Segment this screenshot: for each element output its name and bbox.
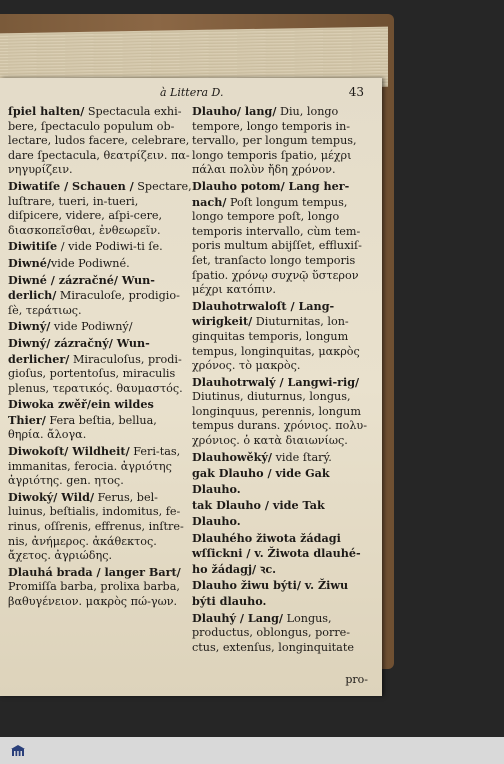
dictionary-entry: Dlauhowěký/ vide ſtarý. bbox=[192, 449, 332, 464]
dictionary-entry: Diwitiſe / vide Podiwi-ti ſe. bbox=[8, 239, 163, 254]
library-emblem-icon bbox=[11, 745, 25, 757]
viewer-footer-bar bbox=[0, 737, 504, 764]
dictionary-entry: tak Dlauho / vide Tak Dlauho. bbox=[192, 498, 325, 529]
left-column bbox=[8, 104, 194, 611]
library-stamp-logo-icon[interactable] bbox=[3, 740, 33, 762]
dictionary-entry: Dlauhá brada / langer Bart/ Promiſſa barba, prolixa barba, βαθυγένειον. μακρὸς πώ-γων. bbox=[8, 564, 181, 608]
dictionary-entry: Diwatiſe / Schauen / Spectare, luſtrare, tueri, in-tueri, diſpicere, videre, aſpi-cere, διασκοπεῖσθαι, ἐνθεωρεῖν. bbox=[8, 178, 192, 237]
dictionary-entry: Diwoký/ Wild/ Ferus, bel-luinus, beſtialis, indomitus, fe-rinus, oſſrenis, effrenus, inſtre-nis, ἀνήμερος. ἀκάθεκτος. ἄχετος. ἀγριώδης. bbox=[8, 489, 184, 563]
catchword: pro- bbox=[345, 673, 368, 686]
dictionary-entry: Dlauhého žiwota žádagi wſſickni / v. Žiwota dlauhé-ho žádagj/ ꝛc. bbox=[192, 530, 361, 576]
dictionary-entry: Dlauho/ lang/ Diu, longo tempore, longo temporis in-tervallo, per longum tempus, longo temporis ſpatio, μέχρι πάλαι πολὺν ἤδη χρόνον. bbox=[192, 104, 357, 177]
dictionary-entry: gak Dlauho / vide Gak Dlauho. bbox=[192, 466, 330, 496]
dictionary-entry: Dlauhý / Lang/ Longus, productus, oblongus, porre-ctus, extenſus, longinquitate bbox=[192, 610, 354, 654]
dictionary-entry: Dlauhotrwalý / Langwi-rig/ Diutinus, diuturnus, longus, longinquus, perennis, longum tempus durans. χρόνιος. πολυ-χρόνιος. ὁ κατὰ διαιωνίως. bbox=[192, 374, 367, 448]
dictionary-entry: Diwné/vide Podiwné. bbox=[8, 255, 130, 270]
dictionary-entry: Diwný/ vide Podiwný/ bbox=[8, 319, 133, 334]
dictionary-entry: Diwný/ zázračný/ Wun-derlicher/ Miraculoſus, prodi-gioſus, portentoſus, miraculis plenus, τερατικός. θαυμαστός. bbox=[8, 335, 183, 395]
dictionary-entry: Diwoka zwěř/ein wildes Thier/ Fera beſtia, bellua, θηρία. ἄλογα. bbox=[8, 397, 157, 442]
dictionary-entry: Dlauho žiwu býti/ v. Žiwu býti dlauho. bbox=[192, 578, 349, 608]
dictionary-entry: Dlauho potom/ Lang her-nach/ Poſt longum tempus, longo tempore poſt, longo temporis intervallo, cùm tem-poris multum abijſſet, effluxiſ-ſet, tranſacto longo temporis ſpatio. χρόνῳ συχνῷ ὕστερον μέχρι κατόπιν. bbox=[192, 178, 362, 297]
page-number: 43 bbox=[348, 85, 364, 99]
right-column bbox=[192, 104, 370, 656]
dictionary-entry: Dlauhotrwaloſt / Lang-wirigkeit/ Diuturnitas, lon-ginquitas temporis, longum tempus, longinquitas, μακρὸς χρόνος. τὸ μακρὸς. bbox=[192, 298, 360, 373]
running-head: à Littera D. bbox=[160, 86, 224, 99]
dictionary-entry: ſpiel halten/ Spectacula exhi-bere, ſpectaculo populum ob-lectare, ludos facere, celebrare, dare ſpectacula, θεατρίζειν. πα-νηγυρίζειν. bbox=[8, 104, 190, 177]
dictionary-entry: Diwné / zázračné/ Wun-derlich/ Miraculoſe, prodigio-ſè, τεράτιως. bbox=[8, 272, 180, 317]
dictionary-entry: Diwokoſt/ Wildheit/ Feri-tas, immanitas, ferocia. ἀγριότης ἀγριότης. gen. ητος. bbox=[8, 444, 181, 488]
book-page bbox=[0, 78, 382, 696]
